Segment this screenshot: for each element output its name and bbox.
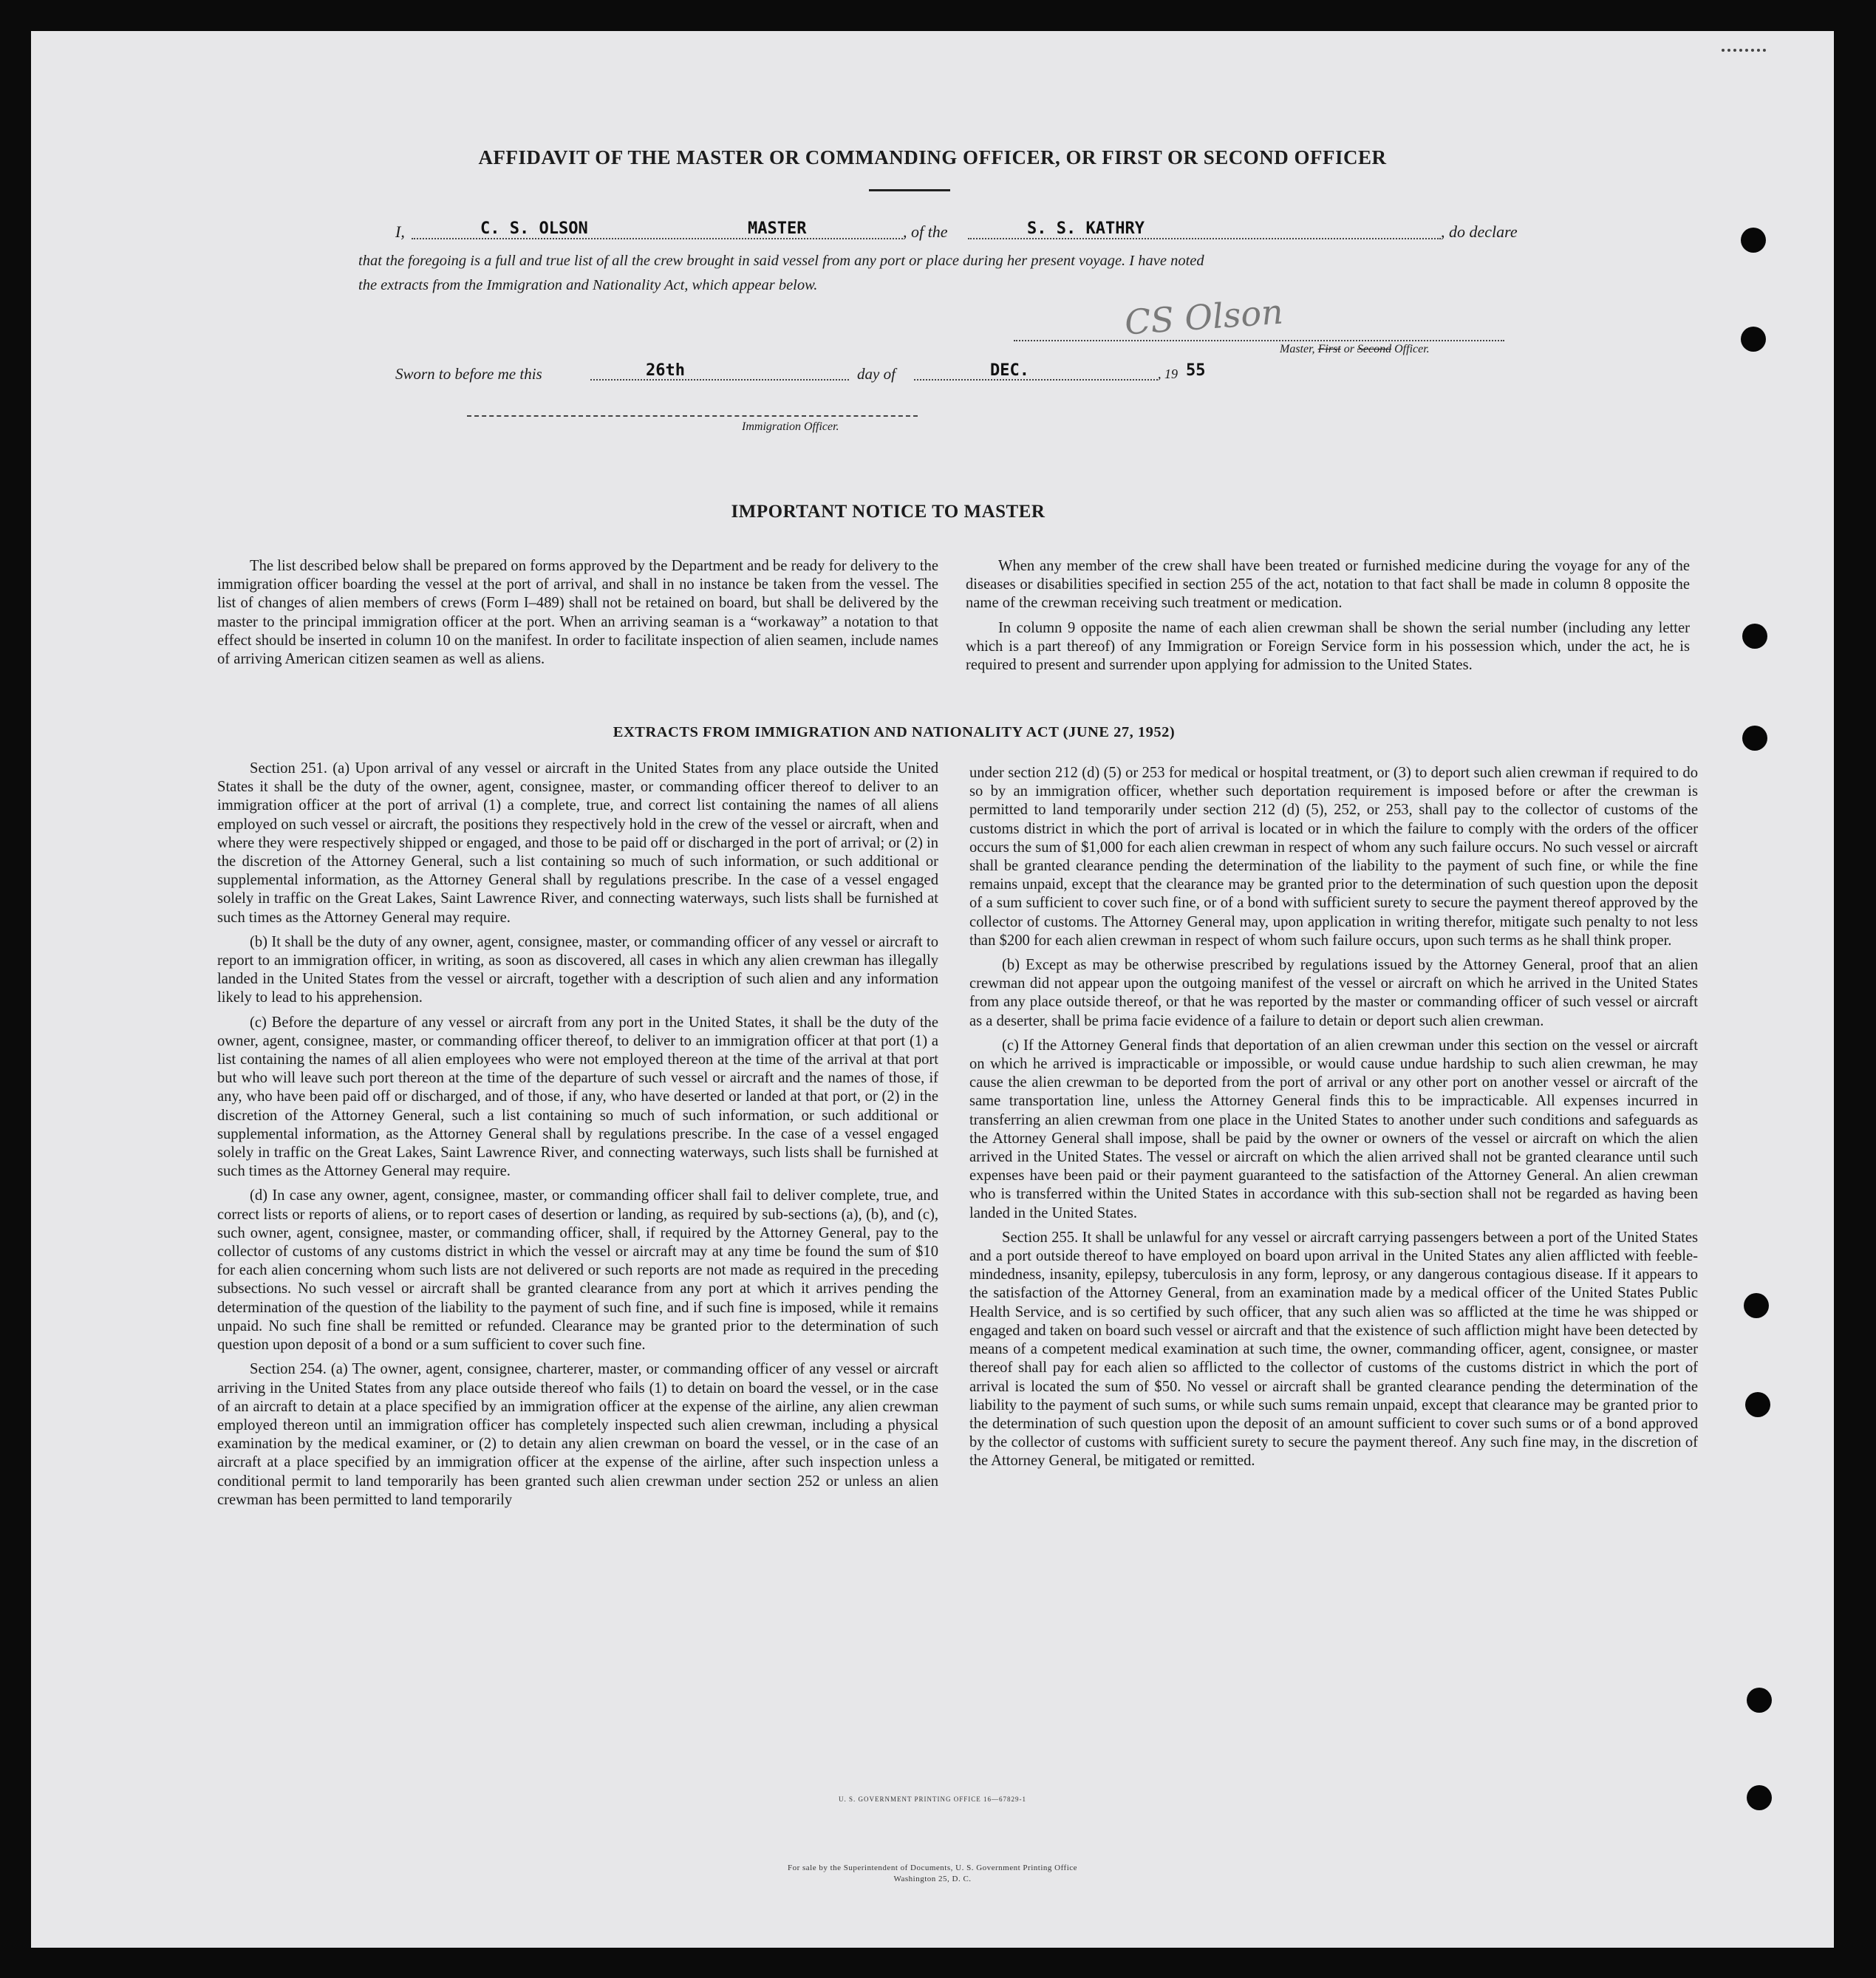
sworn-day: 26th xyxy=(646,361,685,380)
corner-mark xyxy=(1722,49,1766,56)
caption-second: Second xyxy=(1357,343,1392,355)
section-251-b: (b) It shall be the duty of any owner, agent, consignee, master, or commanding officer of any vessel or aircraft to report to an immigration officer, in writing, as soon as discovered, all cases in which any alien crewman has illegally landed in the United States from the vessel or aircraft, together with a description of such alien and any information likely to lead to his apprehension. xyxy=(217,933,938,1006)
officer-caption: Immigration Officer. xyxy=(742,420,839,433)
caption-master: Master, xyxy=(1280,343,1315,355)
do-declare-label: , do declare xyxy=(1441,222,1518,241)
document-page xyxy=(31,31,1834,1948)
notice-right-paragraph-1: When any member of the crew shall have been treated or furnished medicine during the voyage for any of the diseases or disabilities specified in section 255 of the act, notation to that fact shall be made in column 8 opposite the name of the crewman receiving such treatment or medication. xyxy=(966,558,1690,612)
sale-notice-line-1: For sale by the Superintendent of Documents, U. S. Government Printing Office xyxy=(787,1863,1078,1872)
of-the-label: , of the xyxy=(903,222,948,241)
section-254-b: (b) Except as may be otherwise prescribed by regulations issued by the Attorney General, proof that an alien crewman did not appear upon the outgoing manifest of the vessel or aircraft on which he arrived in the United States from any place outside thereof, or that he was reported by the master or commanding officer of such vessel or aircraft as a deserter, shall be prima facie evidence of a failure to detain or deport such alien crewman. xyxy=(969,957,1698,1029)
punch-hole xyxy=(1741,327,1766,352)
sworn-month-line xyxy=(914,379,1158,381)
signature-line xyxy=(1014,340,1504,341)
punch-hole xyxy=(1742,726,1767,751)
affidavit-title: AFFIDAVIT OF THE MASTER OR COMMANDING OFFICER, OR FIRST OR SECOND OFFICER xyxy=(478,146,1387,168)
section-251-d: (d) In case any owner, agent, consignee, master, or commanding officer shall fail to deliver complete, true, and correct lists or reports of aliens, or to report cases of desertion or landing, as required by sub-sections (a), (b), and (c), such owner, agent, consignee, master, or commanding officer, shall, if required by the Attorney General, pay to the collector of customs of any customs district in which the vessel or aircraft may at any time be found the sum of $10 for each alien concerning whom such lists are not delivered or such reports are not made as required in the preceding subsections. No such vessel or aircraft shall be granted clearance from any port at which it arrives pending the determination of the question of the liability to the payment of such fine, and if such fine is imposed, while it remains unpaid. No such fine shall be remitted or refunded. Clearance may be granted prior to the determination of such question upon deposit of a bond or a sum sufficient to cover such fine. xyxy=(217,1187,938,1354)
punch-hole xyxy=(1747,1688,1772,1713)
gpo-imprint: U. S. GOVERNMENT PRINTING OFFICE 16—67829-1 xyxy=(838,1795,1027,1803)
year-prefix: , 19 xyxy=(1158,366,1178,381)
affidavit-line-2: that the foregoing is a full and true list of all the crew brought in said vessel from any port or place during her present voyage. I have noted xyxy=(358,253,1204,269)
sale-notice-line-2: Washington 25, D. C. xyxy=(893,1875,972,1883)
notice-right-paragraph-2: In column 9 opposite the name of each alien crewman shall be shown the serial number (including any letter which is a part thereof) of any Immigration or Foreign Service form in his possession which, under the act, he is required to present and surrender upon applying for admission to the United States. xyxy=(966,619,1690,674)
declarant-prefix: I, xyxy=(395,222,405,241)
officer-line xyxy=(467,415,918,417)
vessel-name: S. S. KATHRY xyxy=(1027,219,1145,238)
master-signature: CS Olson xyxy=(1123,291,1285,343)
caption-officer: Officer. xyxy=(1394,343,1430,355)
notice-right-column xyxy=(966,557,1690,681)
caption-first: First xyxy=(1317,343,1341,355)
punch-hole xyxy=(1744,1293,1769,1318)
punch-hole xyxy=(1742,624,1767,649)
sworn-label: Sworn to before me this xyxy=(395,365,542,383)
notice-left-column xyxy=(217,557,938,675)
punch-hole xyxy=(1741,228,1766,253)
sworn-day-line xyxy=(590,379,849,381)
punch-hole xyxy=(1747,1785,1772,1810)
section-254-a: Section 254. (a) The owner, agent, consignee, charterer, master, or commanding officer of any vessel or aircraft arriving in the United States from any place outside thereof who fails (1) to detain on board the vessel, or in the case of an aircraft to detain at a place specified by an immigration officer at the expense of the airline, any alien crewman employed thereon until an immigration officer has completely inspected such alien crewman, including a physical examination by the medical examiner, or (2) to detain any alien crewman on board the vessel, or in the case of an aircraft at a place specified by an immigration officer at the expense of the airline, after such inspection unless a conditional permit to land temporarily has been granted such alien crewman under section 252 or unless an alien crewman has been permitted to land temporarily xyxy=(217,1361,938,1508)
section-254-c: (c) If the Attorney General finds that deportation of an alien crewman under this section on the vessel or aircraft on which he arrived is impracticable or impossible, or would cause undue hardship to such alien crewman, he may cause the alien crewman to be deported from the port of arrival or any other port on another vessel or aircraft of the same transportation line, unless the Attorney General finds this to be impracticable. All expenses incurred in transferring an alien crewman from one place in the United States to another under such conditions and safeguards as the Attorney General shall impose, shall be paid by the owner or owners of the vessel or aircraft on which the alien arrived in the United States. The vessel or aircraft on which the alien arrived shall not be granted clearance until such expenses have been paid or their payment guaranteed to the satisfaction of the Attorney General. An alien crewman who is transferred within the United States in accordance with this sub-section shall not be regarded as having been landed in the United States. xyxy=(969,1037,1698,1221)
section-251-c: (c) Before the departure of any vessel or aircraft from any port in the United States, it shall be the duty of the owner, agent, consignee, master, or commanding officer thereof, to deliver to an immigration officer at that port (1) a list containing the names of all alien employees who were not employed thereon at the time of the arrival at that port but who will leave such port thereon at the time of the departure of such vessel or aircraft and the names of those, if any, who have been paid off or discharged, and of those, if any, who have deserted or landed at that port, or (2) in the discretion of the Attorney General, such a list containing so much of such information, or such additional or supplemental information, as the Attorney General shall by regulations prescribe. In the case of a vessel engaged solely in traffic on the Great Lakes, Saint Lawrence River, and connecting waterways, such lists shall be furnished at such times as the Attorney General may require. xyxy=(217,1014,938,1180)
affidavit-line-3: the extracts from the Immigration and Nationality Act, which appear below. xyxy=(358,277,818,293)
extracts-left-column xyxy=(217,760,938,1515)
section-251-a: Section 251. (a) Upon arrival of any vessel or aircraft in the United States from any place outside the United States it shall be the duty of the owner, agent, consignee, master, or commanding officer thereof to deliver to an immigration officer at the port of arrival (1) a complete, true, and correct list containing the names of all aliens employed on such vessel or aircraft, the positions they respectively hold in the crew of the vessel or aircraft, when and where they were respectively shipped or engaged, and those to be paid off or discharged in the port of arrival; or (2) in the discretion of the Attorney General, such a list containing so much of such information, or such additional or supplemental information, as the Attorney General shall by regulations prescribe. In the case of a vessel engaged solely in traffic on the Great Lakes, Saint Lawrence River, and connecting waterways, such lists shall be furnished at such times as the Attorney General may require. xyxy=(217,760,938,926)
signature-caption xyxy=(1280,343,1430,356)
extracts-title: EXTRACTS FROM IMMIGRATION AND NATIONALITY ACT (JUNE 27, 1952) xyxy=(613,724,1176,740)
caption-or: or xyxy=(1343,343,1354,355)
section-255: Section 255. It shall be unlawful for any vessel or aircraft carrying passengers between a port of the United States and a port outside thereof to have employed on board upon arrival in the United States any alien afflicted with feeble-mindedness, insanity, epilepsy, tuberculosis in any form, leprosy, or any dangerous contagious disease. If it appears to the satisfaction of the Attorney General, from an examination made by a medical officer of the United States Public Health Service, and is so certified by such officer, that any such alien was so afflicted at the time he was shipped or engaged and taken on board such vessel or aircraft and that the existence of such affliction might have been detected by means of a competent medical examination at such time, the owner, commanding officer, agent, consignee, or master thereof shall pay for each alien so afflicted to the collector of customs of the customs district in which the port of arrival is located the sum of $50. No vessel or aircraft shall be granted clearance pending the determination of the liability to the payment of such sums, or while such sums remain unpaid, except that clearance may be granted prior to the determination of such question upon the deposit of an amount sufficient to cover such sums or of a bond approved by the collector of customs with sufficient surety to secure the payment thereof. Any such fine may, in the discretion of the Attorney General, be mitigated or remitted. xyxy=(969,1229,1698,1470)
sworn-year: 55 xyxy=(1186,361,1206,380)
declarant-name: C. S. OLSON xyxy=(480,219,588,238)
vessel-line xyxy=(968,238,1441,239)
extracts-right-column xyxy=(969,764,1698,1477)
notice-left-paragraph: The list described below shall be prepared on forms approved by the Department and be ready for delivery to the immigration officer boarding the vessel at the port of arrival, and shall in no instance be taken from the vessel. The list of changes of alien members of crews (Form I–489) shall not be retained on board, but shall be delivered by the master to the principal immigration officer at the port. When an arriving seaman is a “workaway” a notation to that effect should be inserted in column 10 on the manifest. In order to facilitate inspection of alien seamen, include names of arriving American citizen seamen as well as aliens. xyxy=(217,558,938,668)
sworn-month: DEC. xyxy=(990,361,1029,380)
declarant-line xyxy=(412,238,903,239)
declarant-rank: MASTER xyxy=(748,219,807,238)
section-254-a-continued: under section 212 (d) (5) or 253 for medical or hospital treatment, or (3) to deport such alien crewman if required to do so by an immigration officer, whether such deportation requirement is imposed before or after the crewman is permitted to land temporarily under section 212 (d) (5), 252, or 253, shall pay to the collector of customs of the customs district in which the port of arrival is located or in which the failure to comply with the orders of the officer occurs the sum of $1,000 for each alien crewman in respect of whom any such failure occurs. No such vessel or aircraft shall be granted clearance pending the determination of the liability to the payment of such fine, or while the fine remains unpaid, except that the clearance may be granted prior to the determination of such question upon the deposit of a sum sufficient to cover such fine, or of a bond with sufficient surety to secure the payment thereof approved by the collector of customs. The Attorney General may, upon application in writing therefor, mitigate such penalty to not less than $200 for each alien crewman in respect of whom such failure occurs, upon such terms as he shall think proper. xyxy=(969,765,1698,949)
punch-hole xyxy=(1745,1392,1770,1417)
day-of-label: day of xyxy=(857,365,896,383)
notice-title: IMPORTANT NOTICE TO MASTER xyxy=(731,502,1046,522)
title-divider xyxy=(869,189,950,191)
